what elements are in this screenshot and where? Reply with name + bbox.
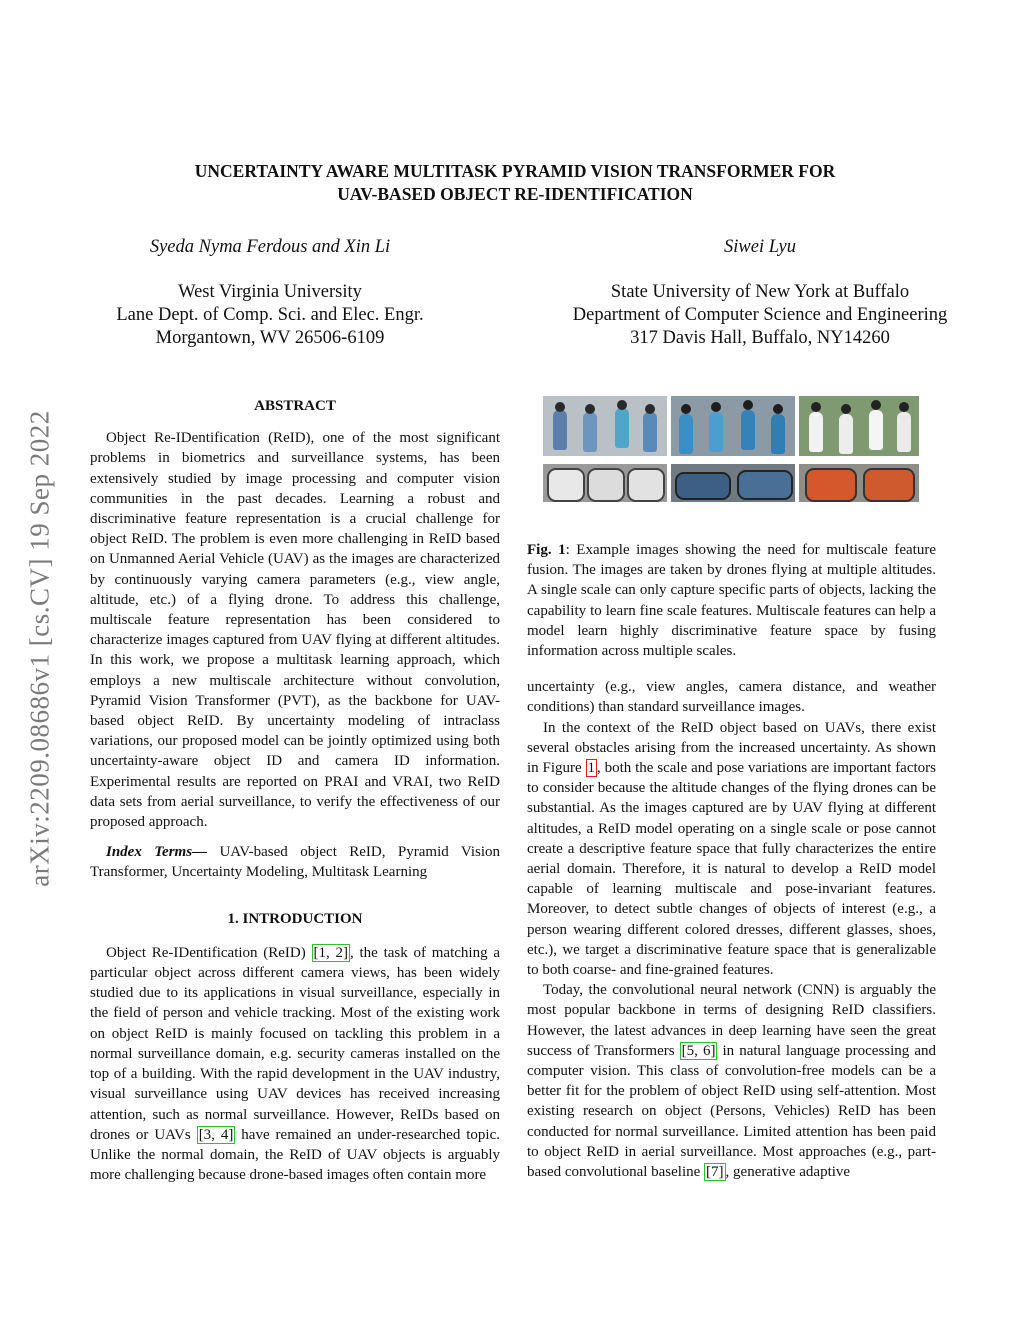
author-names-right: Siwei Lyu [724, 237, 796, 257]
affiliation-line: Morgantown, WV 26506-6109 [155, 328, 385, 348]
arxiv-identifier-text: arXiv:2209.08686v1 [cs.CV] 19 Sep 2022 [24, 409, 55, 887]
intro-text: have remained an under-researched topic. Unlike the normal domain, the ReID of UAV objects is arguably more challenging because drone-based images often contain more [90, 1126, 500, 1184]
intro-text: , the task of matching a particular object across different camera views, has been widely studied due to its applications in visual surveillance, especially in the field of person and vehicle tracking. Most of the existing work on object ReID is mainly focused on tackling this problem in a normal surveillance domain, e.g. security cameras installed on the top of a building. With the rapid development in the UAV industry, visual surveillance using UAV devices has received increasing attention, such as normal surveillance. However, ReIDs based on drones or UAVs [90, 944, 500, 1143]
affiliation-line: State University of New York at Buffalo [610, 282, 910, 302]
figure-label: Fig. 1 [527, 542, 566, 558]
paper-title [90, 160, 940, 206]
index-terms-label: Index Terms— [106, 844, 208, 861]
person-image-1 [543, 396, 667, 456]
right-column-body [527, 677, 936, 1182]
body-paragraph: uncertainty (e.g., view angles, camera distance, and weather conditions) than standard surveillance images. [527, 679, 936, 716]
body-paragraph [527, 718, 936, 981]
body-paragraph [527, 980, 936, 1182]
title-line-1: UNCERTAINTY AWARE MULTITASK PYRAMID VISION TRANSFORMER FOR [194, 161, 836, 181]
index-terms [90, 842, 500, 882]
body-text: In the context of the ReID object based on UAVs, there exist several obstacles arising from the increased uncertainty. As shown in Figure [527, 719, 936, 777]
person-image-2 [671, 396, 795, 456]
body-text: , both the scale and pose variations are important factors to consider because the altitude changes of the flying drones can be substantial. As the images captured are by UAV flying at different altitudes, a ReID model operating on a single scale or pose cannot create a descriptive feature space that fully characterizes the entire aerial domain. Therefore, it is natural to develop a ReID model capable of learning multiscale and pose-invariant features. Moreover, to detect subtle changes of objects of interest (e.g., a person wearing different colored dresses, different glasses, shoes, etc.), we target a discriminative feature space that is generalizable to both coarse- and fine-grained features. [527, 760, 937, 979]
right-column [527, 396, 936, 1182]
arxiv-identifier [10, 352, 70, 944]
intro-text: Object Re-IDentification (ReID) [106, 944, 312, 961]
author-names-left: Syeda Nyma Ferdous and Xin Li [149, 237, 391, 257]
person-image-3 [799, 396, 919, 456]
abstract-text: Object Re-IDentification (ReID), one of the most significant problems in biometrics and surveillance systems, has been extensively studied by image processing and computer vision communities in the past decades. Learning a robust and discriminative feature representation is a crucial challenge for object ReID. The problem is even more challenging in ReID based on Unmanned Aerial Vehicle (UAV) as the images are characterized by continuously varying camera parameters (e.g., view angle, altitude, etc.) of a flying drone. To address this challenge, multiscale feature representation has been considered to characterize images captured from UAV flying at different altitudes. In this work, we propose a multitask learning approach, which employs a new multiscale architecture without convolution, Pyramid Vision Transformer (PVT), as the backbone for UAV-based object ReID. By uncertainty modeling of intraclass variations, our proposed model can be jointly optimized using both uncertainty-aware object ID and camera ID information. Experimental results are reported on PRAI and VRAI, two ReID data sets from aerial surveillance, to verify the effectiveness of our proposed approach. [90, 430, 500, 831]
index-terms-text: UAV-based object ReID, Pyramid Vision Transformer, Uncertainty Modeling, Multitask Learning [90, 844, 501, 881]
citation-link[interactable]: [7] [706, 1164, 724, 1181]
affiliation-line: Lane Dept. of Comp. Sci. and Elec. Engr. [116, 305, 424, 325]
body-text: , generative adaptive [725, 1164, 851, 1181]
intro-paragraph [90, 943, 500, 1185]
affiliation-line: Department of Computer Science and Engineering [572, 305, 948, 325]
vehicle-image-1 [543, 464, 667, 502]
affiliation-line: West Virginia University [178, 282, 362, 302]
figure-reference-link[interactable]: 1 [587, 760, 596, 777]
figure-1-caption [527, 540, 936, 661]
citation-link[interactable]: [3, 4] [198, 1126, 234, 1143]
title-line-2: UAV-BASED OBJECT RE-IDENTIFICATION [337, 184, 693, 204]
introduction-heading: 1. INTRODUCTION [227, 910, 363, 927]
body-text: in natural language processing and computer vision. This class of convolution-free models can be a better fit for the problem of object ReID using self-attention. Most existing research on object (Persons, Vehicles) ReID has been conducted for normal surveillance. Limited attention has been paid to object ReID in aerial surveillance. Most approaches (e.g., part-based convolutional baseline [527, 1042, 936, 1181]
affiliation-line: 317 Davis Hall, Buffalo, NY14260 [630, 328, 890, 348]
citation-link[interactable]: [1, 2] [313, 944, 349, 961]
figure-1-image-grid [543, 396, 919, 524]
figure-caption-text: : Example images showing the need for multiscale feature fusion. The images are taken by drones flying at multiple altitudes. A single scale can only capture specific parts of objects, lacking the capability to learn fine scale features. Multiscale features can help a model learn highly discriminative feature space by fusing information across multiple scales. [527, 542, 936, 660]
abstract-heading: ABSTRACT [254, 398, 336, 414]
vehicle-image-3 [799, 464, 919, 502]
citation-link[interactable]: [5, 6] [681, 1042, 716, 1059]
author-block-right [540, 236, 980, 350]
left-column [90, 396, 500, 1185]
body-text: Today, the convolutional neural network (CNN) is arguably the most popular backbone in terms of designing ReID classifiers. However, the latest advances in deep learning have seen the great success of Transformers [527, 982, 936, 1059]
vehicle-image-2 [671, 464, 795, 502]
author-block-left [90, 236, 450, 350]
